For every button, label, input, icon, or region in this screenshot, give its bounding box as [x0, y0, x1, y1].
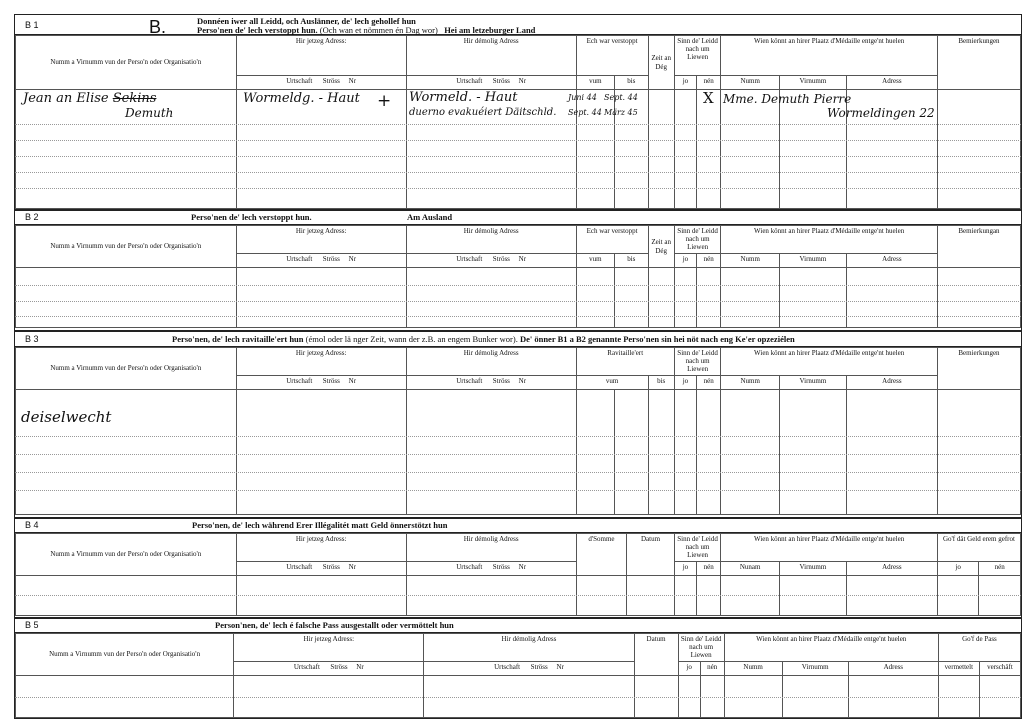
b1-cur-urtschaft: Urtschaft — [286, 77, 313, 85]
b1-hw-name1 — [23, 91, 156, 106]
b3-title-c: De' önner B1 a B2 genannte Perso'nen sin hei nöt nach eng Ke'er opzeziélen — [519, 334, 795, 344]
b5-virnumm: Virnumm — [782, 662, 848, 676]
b2-adress: Adress — [846, 254, 937, 268]
b3-old-urtschaft: Urtschaft — [456, 377, 483, 385]
b1-cell — [697, 90, 721, 209]
b1-hw-vum1: Juni 44 — [568, 93, 597, 102]
b1-rowline — [15, 172, 1021, 173]
b2-hidden: Ech war verstoppt — [576, 226, 648, 254]
b1-former-sub — [406, 76, 576, 90]
b2-cell — [406, 268, 576, 328]
b1-hw-cross: + — [377, 91, 392, 111]
b1-adress: Adress — [846, 76, 937, 90]
b1-title2b: (Och wan et nömmen én Dag wor) — [319, 25, 438, 35]
b2-cell — [697, 268, 721, 328]
b4-rowline — [15, 595, 1021, 596]
b1-cell — [937, 90, 1020, 209]
b3-rowline — [15, 490, 1021, 491]
b1-virnumm: Virnumm — [780, 76, 847, 90]
b2-rowline — [15, 316, 1021, 317]
b3-rowline — [15, 436, 1021, 437]
b2-cur-stross: Ströss — [322, 255, 340, 263]
b4-jo: jo — [674, 562, 696, 576]
b4-cur-urtschaft: Urtschaft — [286, 563, 313, 571]
b1-title-line1: Donnéen iwer all Leidd, och Auslänner, de' lech gehollef hun — [197, 16, 416, 26]
b5-current-addr: Hir jetzeg Adress: — [234, 634, 424, 662]
b1-letter: B. — [149, 17, 167, 37]
b1-hidden: Ech war verstoppt — [576, 36, 648, 76]
b3-former-addr: Hir démolig Adress — [406, 348, 576, 376]
b5-cur-urtschaft: Urtschaft — [293, 663, 320, 671]
b3-nen: nén — [697, 376, 721, 390]
b2-current-sub — [236, 254, 406, 268]
b1-current-addr: Hir jetzeg Adress: — [236, 36, 406, 76]
b3-cell — [615, 390, 648, 515]
b4-adress: Adress — [846, 562, 937, 576]
b1-rowline — [15, 124, 1021, 125]
b3-current-addr: Hir jetzeg Adress: — [236, 348, 406, 376]
b1-vum: vum — [576, 76, 614, 90]
b2-cell — [615, 268, 648, 328]
b2-former-addr: Hir démolig Adress — [406, 226, 576, 254]
section-b3 — [14, 331, 1022, 518]
b1-numm: Numm — [721, 76, 780, 90]
b5-verschaft: verschäft — [979, 662, 1020, 676]
b1-hw-bis2: März 45 — [604, 108, 638, 117]
b5-adress: Adress — [848, 662, 938, 676]
b2-cell — [16, 268, 237, 328]
b3-title-b: (émol oder lä nger Zeit, wann der z.B. an engem Bunker wor). — [305, 334, 518, 344]
b3-cell — [697, 390, 721, 515]
b2-rowline — [15, 301, 1021, 302]
b1-old-nr: Nr — [518, 77, 527, 85]
b5-old-nr: Nr — [556, 663, 564, 671]
b3-remarks: Bemierkungen — [937, 348, 1020, 390]
b1-cell — [648, 90, 674, 209]
b2-cur-urtschaft: Urtschaft — [286, 255, 313, 263]
b2-cell — [648, 268, 674, 328]
b3-cell — [780, 390, 847, 515]
b1-cur-stross: Ströss — [322, 77, 340, 85]
b5-rowline — [15, 697, 1021, 698]
b5-jo: jo — [678, 662, 700, 676]
b4-old-urtschaft: Urtschaft — [456, 563, 483, 571]
b2-jo: jo — [674, 254, 696, 268]
b5-cur-stross: Ströss — [330, 663, 348, 671]
b1-died: Sinn de' Leidd nach um Liewen — [674, 36, 721, 76]
b1-hw-bis1: Sept. 44 — [604, 93, 638, 102]
b1-rowline — [15, 188, 1021, 189]
b1-old-urtschaft: Urtschaft — [456, 77, 483, 85]
b3-old-stross: Ströss — [492, 377, 510, 385]
b1-title-line2 — [197, 25, 535, 35]
b4-geld-nen: nén — [979, 562, 1021, 576]
b2-cell — [576, 268, 614, 328]
b2-vum: vum — [576, 254, 614, 268]
b4-cur-stross: Ströss — [322, 563, 340, 571]
b2-current-addr: Hir jetzeg Adress: — [236, 226, 406, 254]
b1-bis: bis — [615, 76, 648, 90]
b1-title2: Perso'nen de' lech verstoppt hun. — [197, 25, 318, 35]
b2-rowline — [15, 285, 1021, 286]
b2-cell — [780, 268, 847, 328]
b1-current-sub — [236, 76, 406, 90]
b5-cur-nr: Nr — [356, 663, 364, 671]
b5-title: Person'nen, de' lech é falsche Pass ausgestallt oder vermöttelt hun — [215, 620, 454, 630]
b1-cell — [721, 90, 780, 209]
b2-time: Zeit an Dég — [648, 226, 674, 268]
b4-datum: Datum — [627, 534, 675, 576]
b1-hw-medal-addr: Wormeldingen 22 — [827, 106, 935, 120]
b5-title-bar — [15, 619, 1021, 633]
b5-former-sub — [424, 662, 634, 676]
b3-code: B 3 — [25, 334, 39, 344]
b3-title: Perso'nen, de' lech ravitaille'ert hun — [172, 334, 304, 344]
b1-medal: Wien könnt an hirer Plaatz d'Médaille entge'nt huelen — [721, 36, 938, 76]
b2-cell — [721, 268, 780, 328]
b1-rowline — [15, 140, 1021, 141]
b4-current-addr: Hir jetzeg Adress: — [236, 534, 406, 562]
b2-cell — [674, 268, 696, 328]
b3-old-nr: Nr — [518, 377, 527, 385]
b2-code: B 2 — [25, 212, 39, 222]
b2-died: Sinn de' Leidd nach um Liewen — [674, 226, 721, 254]
b3-cell — [937, 390, 1020, 515]
b3-cur-stross: Ströss — [322, 377, 340, 385]
b1-header-table — [15, 35, 1021, 209]
b4-title: Perso'nen, de' lech während Erer Illégalitét matt Geld önnerstötzt hun — [192, 520, 448, 530]
b4-old-nr: Nr — [518, 563, 527, 571]
b1-hw-name2: Demuth — [125, 106, 174, 120]
b3-title-bar — [15, 332, 1021, 347]
b5-header-table — [15, 633, 1021, 718]
b2-nen: nén — [697, 254, 721, 268]
b5-old-urtschaft: Urtschaft — [494, 663, 521, 671]
b5-died: Sinn de' Leidd nach um Liewen — [678, 634, 724, 662]
b3-current-sub — [236, 376, 406, 390]
b3-numm: Numm — [721, 376, 780, 390]
b2-title-bar — [15, 211, 1021, 225]
b1-rowline — [15, 156, 1021, 157]
b1-name-col: Numm a Virnumm vun der Perso'n oder Organisatio'n — [16, 36, 237, 90]
section-b5 — [14, 618, 1022, 719]
b4-name-col: Numm a Virnumm vun der Perso'n oder Organisatio'n — [16, 534, 237, 576]
b1-cell — [674, 90, 696, 209]
b1-hw-medal-name: Mme. Demuth Pierre — [723, 92, 852, 106]
b3-cell — [576, 390, 614, 515]
b4-old-stross: Ströss — [492, 563, 510, 571]
b4-former-sub — [406, 562, 576, 576]
b1-hw-addr-old2: duerno evakuéiert Däitschld. — [409, 107, 557, 118]
b5-numm: Numm — [724, 662, 782, 676]
b1-hw-name1-text: Jean an Elise — [23, 91, 109, 106]
b2-medal: Wien könnt an hirer Plaatz d'Médaille entge'nt huelen — [721, 226, 938, 254]
b1-title-bar — [15, 15, 1021, 35]
b1-cur-nr: Nr — [348, 77, 357, 85]
section-b4 — [14, 518, 1022, 618]
b1-hw-x: X — [703, 89, 714, 107]
b4-header-table — [15, 533, 1021, 616]
b2-cell — [937, 268, 1020, 328]
b1-jo: jo — [674, 76, 696, 90]
b4-nen: nén — [697, 562, 721, 576]
b3-cell — [721, 390, 780, 515]
b3-rowline — [15, 454, 1021, 455]
b3-rowline — [15, 472, 1021, 473]
b3-cur-urtschaft: Urtschaft — [286, 377, 313, 385]
b2-bis: bis — [615, 254, 648, 268]
b3-title-line — [172, 334, 795, 344]
b4-numm: Nunam — [721, 562, 780, 576]
b5-old-stross: Ströss — [530, 663, 548, 671]
b2-former-sub — [406, 254, 576, 268]
b3-cell — [648, 390, 674, 515]
b2-numm: Numm — [721, 254, 780, 268]
b1-hw-addr-old1: Wormeld. - Haut — [409, 90, 518, 105]
b4-cur-nr: Nr — [348, 563, 357, 571]
b4-died: Sinn de' Leidd nach um Liewen — [674, 534, 721, 562]
b3-jo: jo — [674, 376, 696, 390]
b3-medal: Wien könnt an hirer Plaatz d'Médaille entge'nt huelen — [721, 348, 938, 376]
b2-old-stross: Ströss — [492, 255, 510, 263]
b2-header-table — [15, 225, 1021, 328]
b4-virnumm: Virnumm — [780, 562, 847, 576]
b1-hw-addr-now: Wormeldg. - Haut — [243, 91, 360, 106]
b4-geld-jo: jo — [937, 562, 978, 576]
b5-code: B 5 — [25, 620, 39, 630]
b2-cur-nr: Nr — [348, 255, 357, 263]
b5-pass: Go'f de Pass — [938, 634, 1020, 662]
b1-old-stross: Ströss — [492, 77, 510, 85]
b2-virnumm: Virnumm — [780, 254, 847, 268]
b3-cur-nr: Nr — [348, 377, 357, 385]
b4-geld: Go'f dät Geld erem gefrot — [937, 534, 1020, 562]
b2-title: Perso'nen de' lech verstoppt hun. — [191, 212, 312, 222]
b1-nen: nén — [697, 76, 721, 90]
b3-cell — [674, 390, 696, 515]
b5-datum: Datum — [634, 634, 678, 676]
b3-cell — [406, 390, 576, 515]
b4-former-addr: Hir démolig Adress — [406, 534, 576, 562]
b2-cell — [846, 268, 937, 328]
b2-remarks: Bemierkungan — [937, 226, 1020, 268]
b3-died: Sinn de' Leidd nach um Liewen — [674, 348, 721, 376]
b4-code: B 4 — [25, 520, 39, 530]
b5-former-addr: Hir démolig Adress — [424, 634, 634, 662]
b2-old-nr: Nr — [518, 255, 527, 263]
b5-nen: nén — [700, 662, 724, 676]
b3-ravit: Ravitaille'ert — [576, 348, 674, 376]
b2-title2: Am Ausland — [407, 212, 453, 222]
b1-former-addr: Hir démolig Adress — [406, 36, 576, 76]
b1-title2c: Hei am letzeburger Land — [444, 25, 536, 35]
b5-vermettelt: vermettelt — [938, 662, 979, 676]
b4-title-bar — [15, 519, 1021, 533]
b3-vum: vum — [576, 376, 648, 390]
b4-somme: d'Somme — [576, 534, 627, 576]
section-b1 — [14, 14, 1022, 210]
b2-name-col: Numm a Virnumm vun der Perso'n oder Organisatio'n — [16, 226, 237, 268]
b3-cell — [846, 390, 937, 515]
b2-old-urtschaft: Urtschaft — [456, 255, 483, 263]
b1-time: Zeit an Dég — [648, 36, 674, 90]
b4-medal: Wien könnt an hirer Plaatz d'Médaille entge'nt huelen — [721, 534, 938, 562]
b3-hw: deiselwecht — [21, 408, 112, 426]
b1-hw-vum2: Sept. 44 — [568, 108, 602, 117]
b3-name-col: Numm a Virnumm vun der Perso'n oder Organisatio'n — [16, 348, 237, 390]
b3-bis: bis — [648, 376, 674, 390]
b1-code: B 1 — [25, 20, 39, 30]
b3-cell — [236, 390, 406, 515]
b5-current-sub — [234, 662, 424, 676]
section-b2 — [14, 210, 1022, 331]
b1-hw-name1-struck: Sekins — [112, 91, 157, 106]
b5-medal: Wien könnt an hirer Plaatz d'Médaille entge'nt huelen — [724, 634, 938, 662]
b5-name-col: Numm a Virnumm vun der Perso'n oder Organisatio'n — [16, 634, 234, 676]
b4-current-sub — [236, 562, 406, 576]
b2-cell — [236, 268, 406, 328]
b1-remarks: Bemierkungen — [937, 36, 1020, 90]
b3-former-sub — [406, 376, 576, 390]
b3-adress: Adress — [846, 376, 937, 390]
b3-virnumm: Virnumm — [780, 376, 847, 390]
